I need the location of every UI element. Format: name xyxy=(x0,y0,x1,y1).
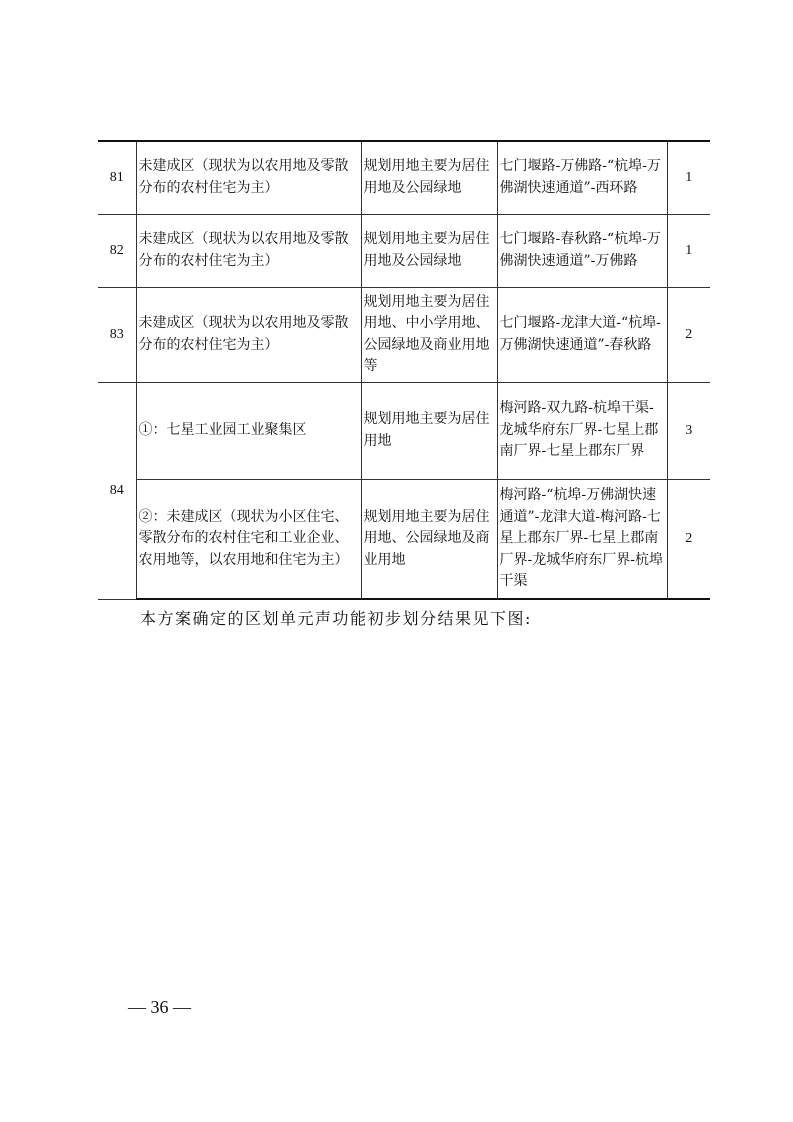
zone-level: 1 xyxy=(667,214,710,287)
boundary-roads: 梅河路-“杭埠-万佛湖快速通道”-龙津大道-梅河路-七星上郡东厂界-七星上郡南厂界-龙城华府东厂界-杭埠干渠 xyxy=(497,479,667,599)
row-number: 82 xyxy=(98,214,136,287)
row-number: 83 xyxy=(98,287,136,382)
planned-use: 规划用地主要为居住用地 xyxy=(361,382,497,479)
zone-level: 2 xyxy=(667,479,710,599)
boundary-roads: 七门堰路-春秋路-“杭埠-万佛湖快速通道”-万佛路 xyxy=(497,214,667,287)
table-row xyxy=(98,287,710,382)
figure-intro-text: 本方案确定的区划单元声功能初步划分结果见下图: xyxy=(140,609,532,628)
zoning-table xyxy=(98,140,710,600)
current-status: ②：未建成区（现状为小区住宅、零散分布的农村住宅和工业企业、农用地等，以农用地和住宅为主） xyxy=(136,479,361,599)
table-row xyxy=(98,382,710,479)
planned-use: 规划用地主要为居住用地、公园绿地及商业用地 xyxy=(361,479,497,599)
planned-use: 规划用地主要为居住用地、中小学用地、公园绿地及商业用地等 xyxy=(361,287,497,382)
row-number: 84 xyxy=(98,382,136,599)
table-row xyxy=(98,141,710,214)
zone-level: 3 xyxy=(667,382,710,479)
table-row xyxy=(98,214,710,287)
zone-level: 2 xyxy=(667,287,710,382)
zone-level: 1 xyxy=(667,141,710,214)
boundary-roads: 七门堰路-万佛路-“杭埠-万佛湖快速通道”-西环路 xyxy=(497,141,667,214)
row-number: 81 xyxy=(98,141,136,214)
current-status: ①：七星工业园工业聚集区 xyxy=(136,382,361,479)
boundary-roads: 梅河路-双九路-杭埠干渠-龙城华府东厂界-七星上郡南厂界-七星上郡东厂界 xyxy=(497,382,667,479)
page-number: — 36 — xyxy=(128,997,191,1017)
planned-use: 规划用地主要为居住用地及公园绿地 xyxy=(361,141,497,214)
planned-use: 规划用地主要为居住用地及公园绿地 xyxy=(361,214,497,287)
current-status: 未建成区（现状为以农用地及零散分布的农村住宅为主） xyxy=(136,141,361,214)
boundary-roads: 七门堰路-龙津大道-“杭埠-万佛湖快速通道”-春秋路 xyxy=(497,287,667,382)
table-row xyxy=(98,479,710,599)
current-status: 未建成区（现状为以农用地及零散分布的农村住宅为主） xyxy=(136,214,361,287)
current-status: 未建成区（现状为以农用地及零散分布的农村住宅为主） xyxy=(136,287,361,382)
